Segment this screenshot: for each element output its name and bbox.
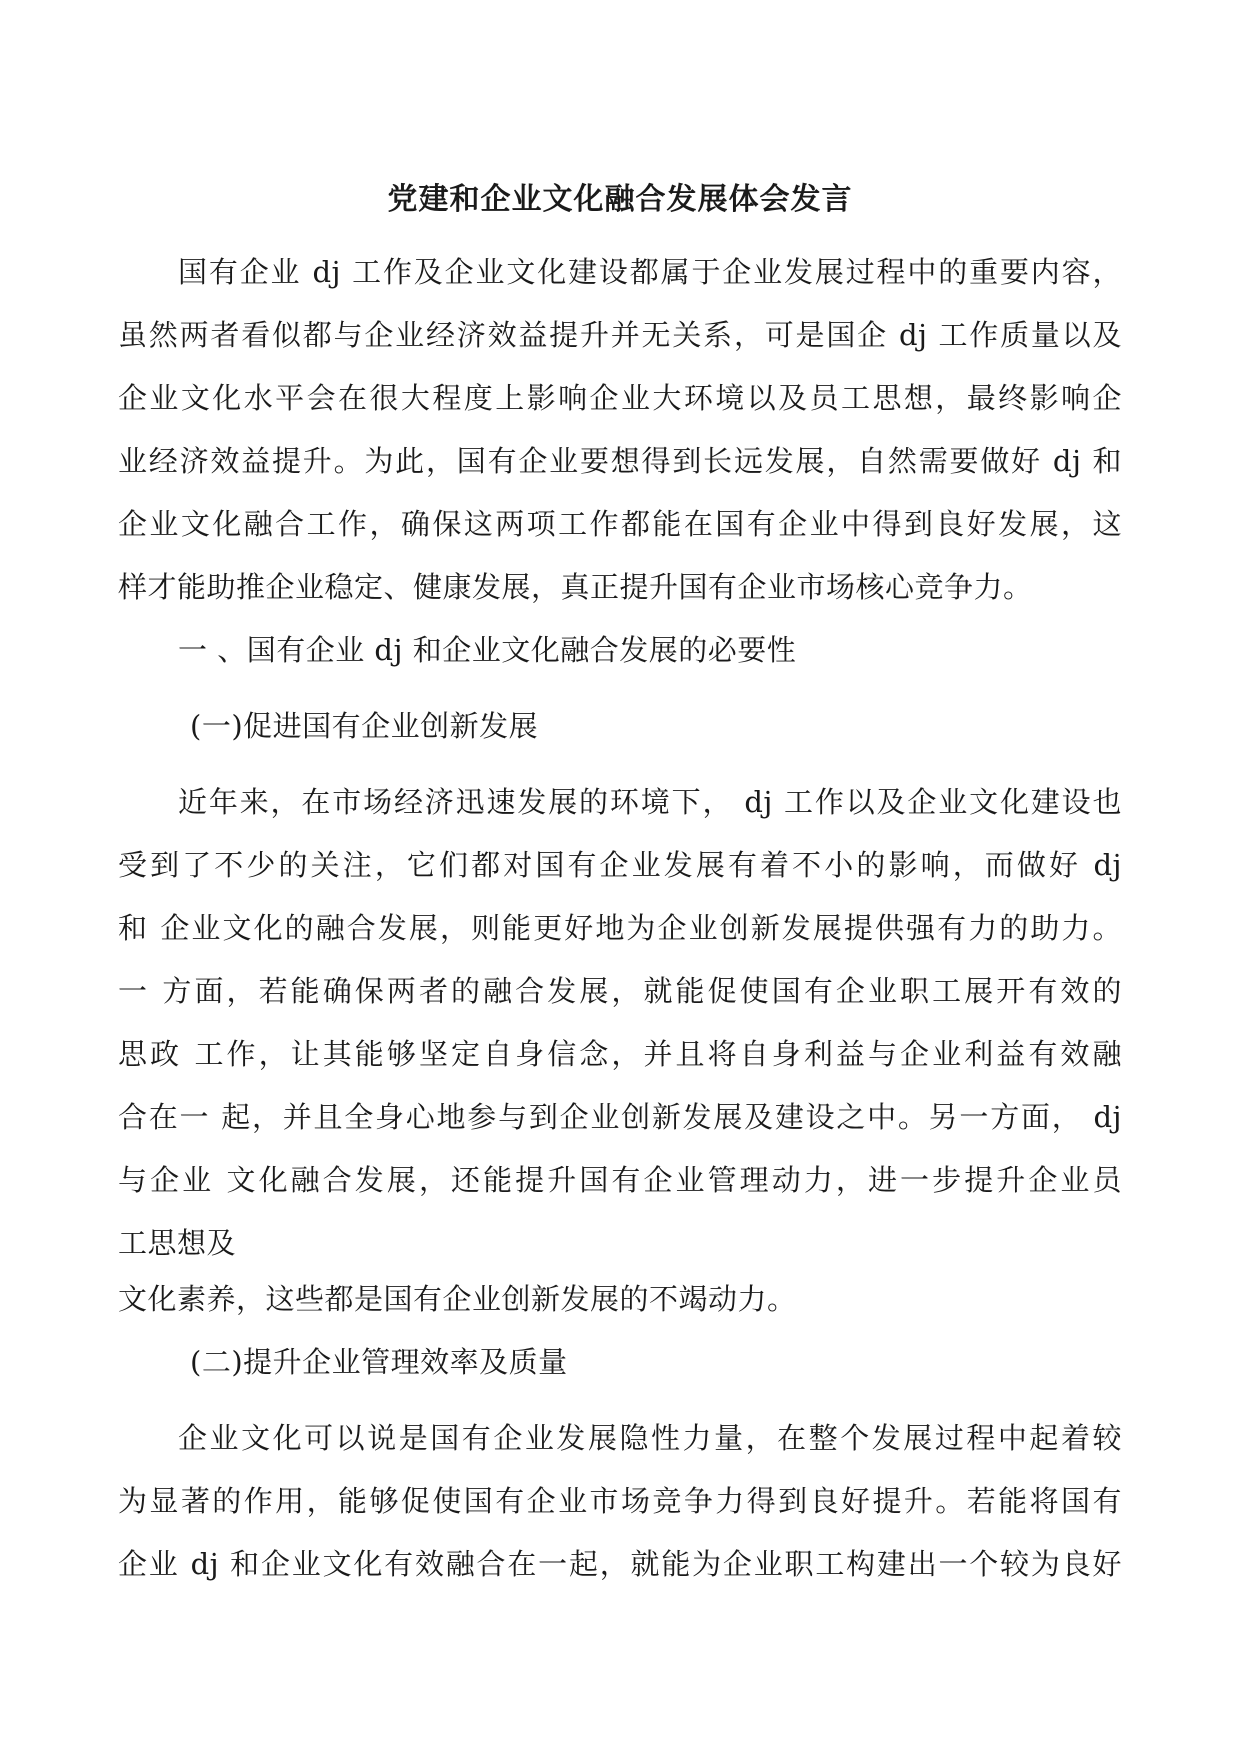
text-line: 样才能助推企业稳定、健康发展，真正提升国有企业市场核心竞争力。 [118,570,1033,604]
text-line: 近年来，在市场经济迅速发展的环境下， dj 工作以及企业文化建设也 [178,785,1122,819]
subsection-heading-text: (二)提升企业管理效率及质量 [190,1345,568,1379]
text-line: 虽然两者看似都与企业经济效益提升并无关系，可是国企 dj 工作质量以及 [118,318,1122,352]
text-line: 思政 工作，让其能够坚定自身信念，并且将自身利益与企业利益有效融 [118,1037,1122,1071]
text-line: 国有企业 dj 工作及企业文化建设都属于企业发展过程中的重要内容， [178,255,1122,289]
text-line: 文化素养，这些都是国有企业创新发展的不竭动力。 [118,1282,797,1316]
section-heading [118,633,1122,709]
text-line: 为显著的作用，能够促使国有企业市场竞争力得到良好提升。若能将国有 [118,1484,1122,1518]
text-line: 工思想及 [118,1226,237,1260]
subsection-heading [118,1345,1122,1421]
text-line: 一 方面，若能确保两者的融合发展，就能促使国有企业职工展开有效的 [118,974,1122,1008]
paragraph-intro [118,255,1122,633]
text-line: 受到了不少的关注，它们都对国有企业发展有着不小的影响，而做好 dj [118,848,1122,882]
document-title: 党建和企业文化融合发展体会发言 [387,182,853,217]
text-line: 企业 dj 和企业文化有效融合在一起，就能为企业职工构建出一个较为良好 [118,1547,1122,1581]
text-line: 企业文化水平会在很大程度上影响企业大环境以及员工思想，最终影响企 [118,381,1122,415]
text-line: 企业文化融合工作，确保这两项工作都能在国有企业中得到良好发展，这 [118,507,1122,541]
section-heading-text: 一 、国有企业 dj 和企业文化融合发展的必要性 [178,633,797,667]
subsection-heading-text: (一)促进国有企业创新发展 [190,709,539,743]
text-line: 和 企业文化的融合发展，则能更好地为企业创新发展提供强有力的助力。 [118,911,1122,945]
text-line: 与企业 文化融合发展，还能提升国有企业管理动力，进一步提升企业员 [118,1163,1122,1197]
document-body [118,255,1122,1610]
text-line: 业经济效益提升。为此，国有企业要想得到长远发展，自然需要做好 dj 和 [118,444,1122,478]
subsection-heading [118,709,1122,785]
paragraph-innovation [118,785,1122,1345]
text-line: 合在一 起，并且全身心地参与到企业创新发展及建设之中。另一方面， dj [118,1100,1122,1134]
paragraph-management [118,1421,1122,1610]
text-line: 企业文化可以说是国有企业发展隐性力量，在整个发展过程中起着较 [178,1421,1122,1455]
